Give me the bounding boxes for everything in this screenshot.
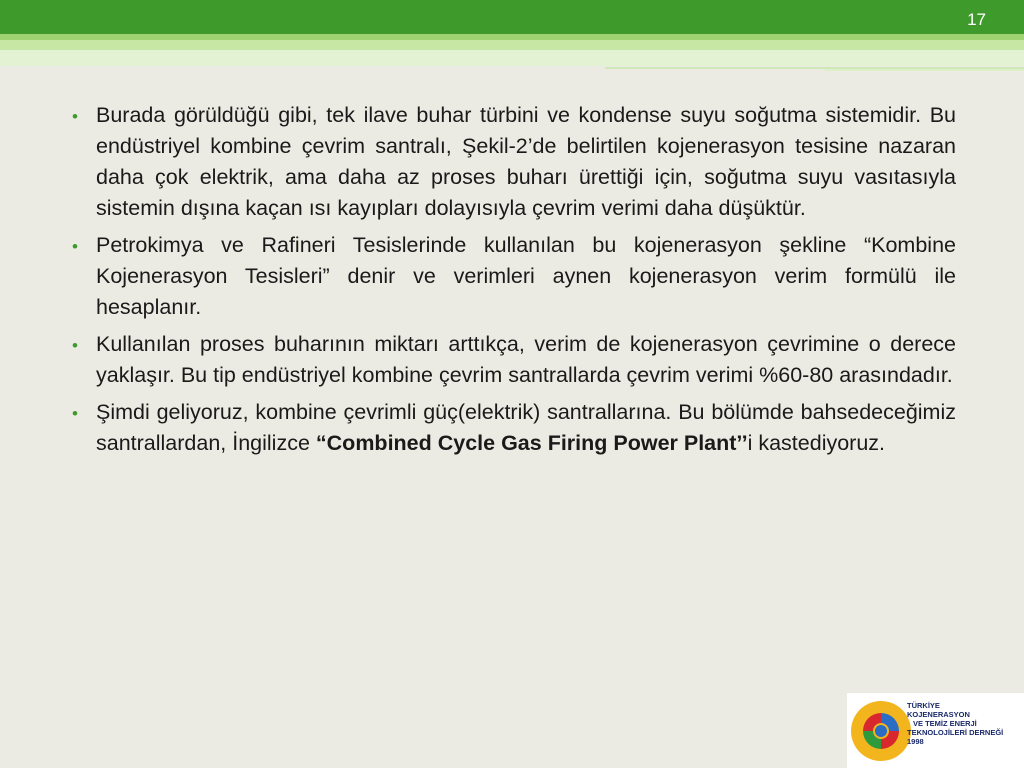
bullet-icon: • bbox=[72, 107, 78, 126]
header-accent-line bbox=[825, 69, 1024, 71]
bullet-text-end: i kastediyoruz. bbox=[747, 431, 886, 455]
bullet-icon: • bbox=[72, 336, 78, 355]
bullet-text-bold: “Combined Cycle Gas Firing Power Plant’’ bbox=[315, 431, 748, 455]
header-band bbox=[0, 0, 1024, 34]
bullet-icon: • bbox=[72, 237, 78, 256]
logo-line: KOJENERASYON bbox=[907, 710, 970, 719]
bullet-item bbox=[70, 100, 956, 224]
logo-line: VE TEMİZ ENERJİ bbox=[913, 719, 977, 728]
bullet-item bbox=[70, 230, 956, 323]
header-stripe bbox=[0, 40, 1024, 50]
bullet-item bbox=[70, 397, 956, 459]
header-stripe bbox=[0, 50, 1024, 66]
page-number: 17 bbox=[967, 10, 986, 29]
logo-line: TEKNOLOJİLERİ DERNEĞİ bbox=[907, 728, 1004, 737]
logo-emblem-icon bbox=[851, 701, 911, 761]
association-logo bbox=[847, 693, 1024, 768]
bullet-item bbox=[70, 329, 956, 391]
bullet-icon: • bbox=[72, 404, 78, 423]
logo-line: 1998 bbox=[907, 737, 924, 746]
bullet-text: Burada görüldüğü gibi, tek ilave buhar türbini ve kondense suyu soğutma sistemidir. Bu endüstriyel kombine çevrim santralı, Şekil-2’de belirtilen kojenerasyon tesisine nazaran daha çok elektrik, ama daha az proses buharı ürettiği için, soğutma suyu vasıtasıyla sistemin dışına kaçan ısı kayıpları dolayısıyla çevrim verimi daha düşüktür. bbox=[96, 103, 956, 220]
logo-line: TÜRKİYE bbox=[907, 701, 940, 710]
logo-text bbox=[907, 701, 1003, 746]
slide-body bbox=[70, 100, 956, 465]
bullet-text: Kullanılan proses buharının miktarı arttıkça, verim de kojenerasyon çevrimine o derece yaklaşır. Bu tip endüstriyel kombine çevrim santrallarda çevrim verimi %60-80 arasındadır. bbox=[96, 332, 956, 387]
bullet-text: Petrokimya ve Rafineri Tesislerinde kullanılan bu kojenerasyon şekline “Kombine Kojenerasyon Tesisleri” denir ve verimleri aynen kojenerasyon verim formülü ile hesaplanır. bbox=[96, 233, 956, 319]
bullet-text-start: Şimdi geliyoruz, kombine çevrimli güç(elektrik) santrallarına. Bu bölümde bahsedeceğimiz santrallardan, İngilizce bbox=[96, 400, 956, 455]
bullet-list bbox=[70, 100, 956, 459]
